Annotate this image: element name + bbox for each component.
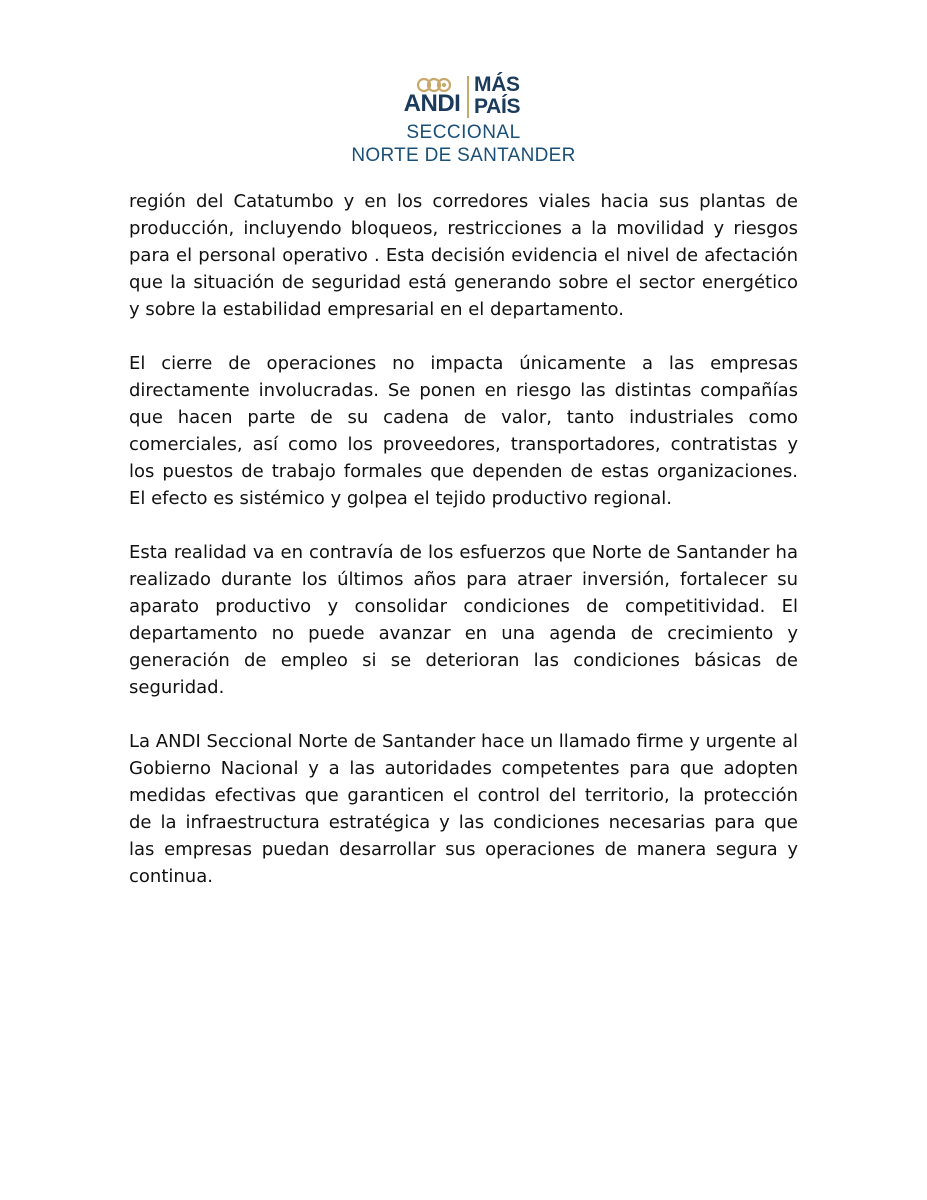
region-label: NORTE DE SANTANDER [351,145,576,166]
andi-wordmark: ANDI [403,90,461,117]
header-logo [0,74,927,169]
mas-pais-line-2: PAÍS [474,95,521,118]
mas-pais-line-1: MÁS [474,73,520,96]
document-body [129,188,798,917]
logo-row [0,74,927,120]
andi-logo [401,74,463,120]
paragraph: La ANDI Seccional Norte de Santander hace un llamado firme y urgente al Gobierno Nacional y a las autoridades competentes para que adopten medidas efectivas que garanticen el control del territorio, la protección de la infraestructura estratégica y las condiciones necesarias para que las empresas puedan desarrollar sus operaciones de manera segura y continua. [129,731,798,887]
mas-pais-wordmark [474,74,534,120]
paragraph: El cierre de operaciones no impacta únicamente a las empresas directamente involucradas. Se ponen en riesgo las distintas compañías que hacen parte de su cadena de valor, tanto industriales como comerciales, así como los proveedores, transportadores, contratistas y los puestos de trabajo formales que dependen de estas organizaciones. El efecto es sistémico y golpea el tejido productivo regional. [129,353,798,509]
paragraph: Esta realidad va en contravía de los esfuerzos que Norte de Santander ha realizado durante los últimos años para atraer inversión, fortalecer su aparato productivo y consolidar condiciones de competitividad. El departamento no puede avanzar en una agenda de crecimiento y generación de empleo si se deterioran las condiciones básicas de seguridad. [129,542,798,698]
logo-divider [467,76,469,118]
seccional-label: SECCIONAL [406,122,521,143]
paragraph: región del Catatumbo y en los corredores viales hacia sus plantas de producción, incluyendo bloqueos, restricciones a la movilidad y riesgos para el personal operativo . Esta decisión evidencia el nivel de afectación que la situación de seguridad está generando sobre el sector energético y sobre la estabilidad empresarial en el departamento. [129,191,798,320]
